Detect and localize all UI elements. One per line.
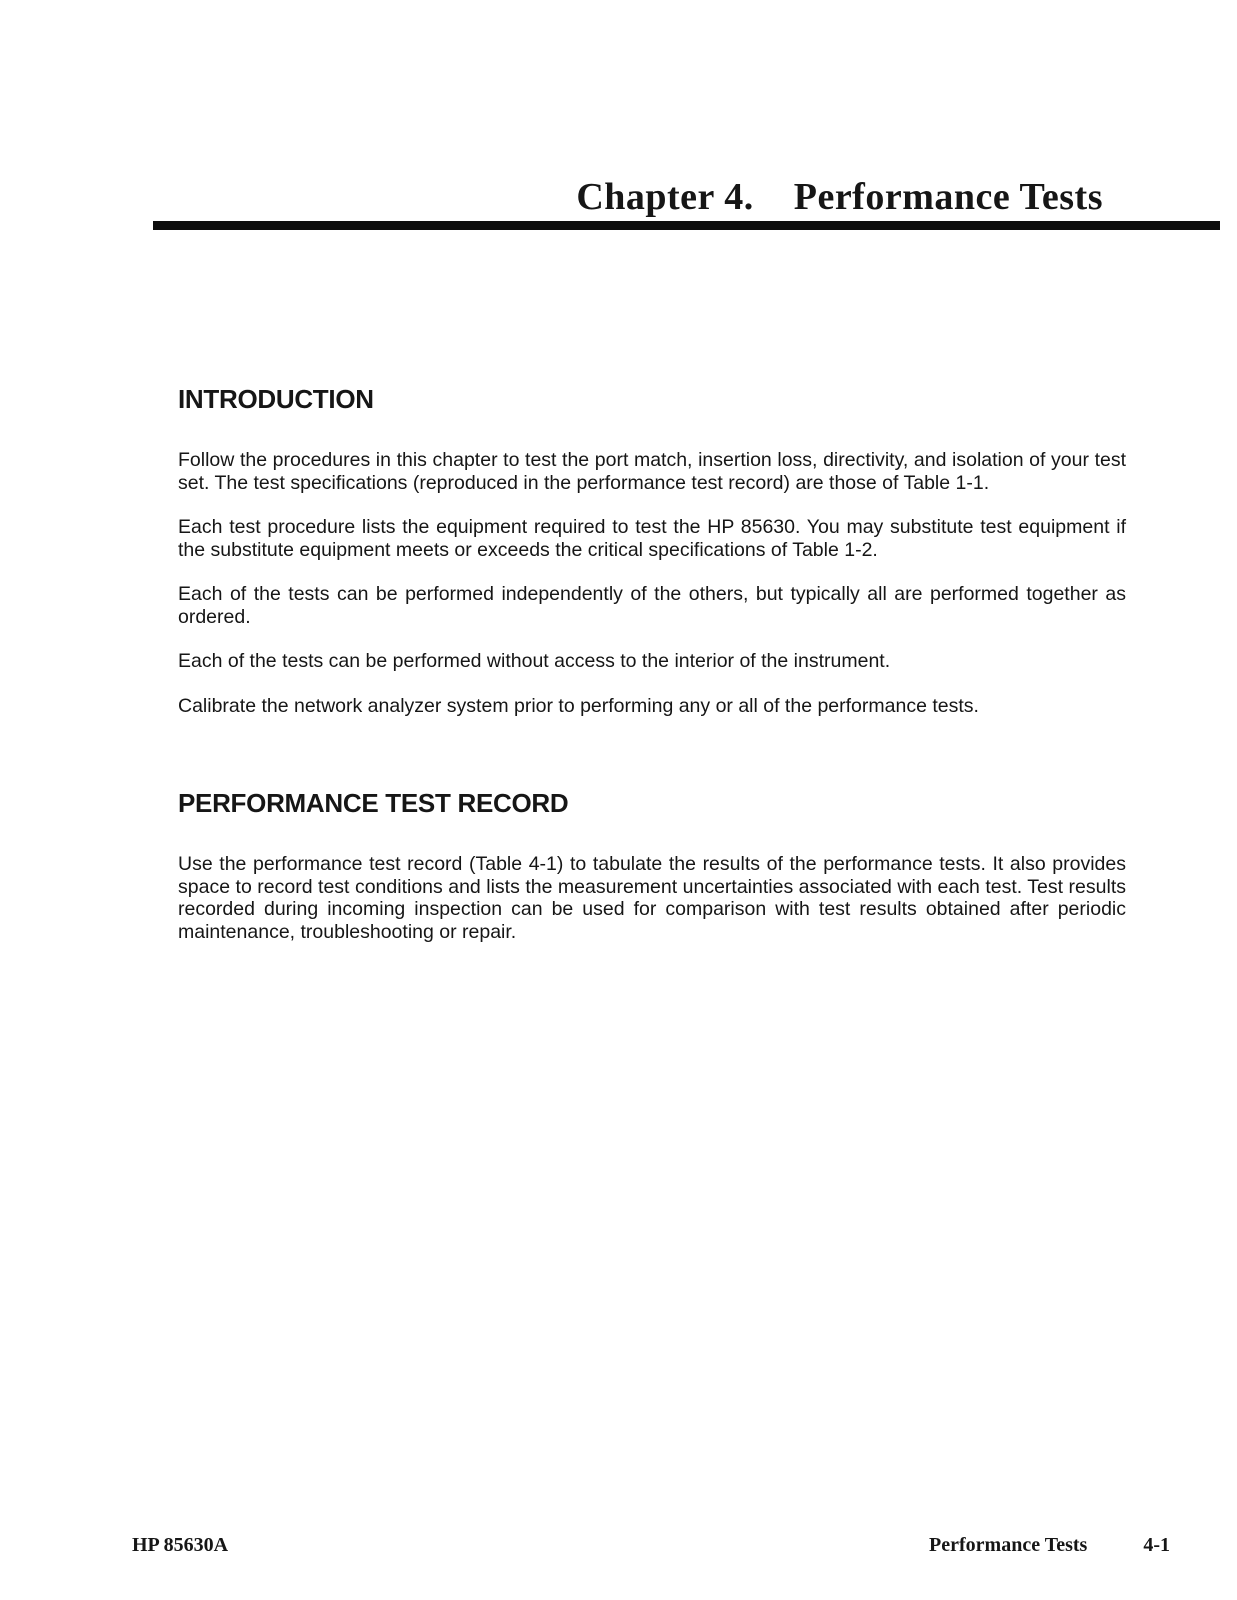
paragraph: Each test procedure lists the equipment required to test the HP 85630. You may substitute test equipment if the substitute equipment meets or exceeds the critical specifications of Table 1-2. bbox=[178, 516, 1126, 561]
header-rule-divider bbox=[153, 221, 1220, 230]
chapter-title: Performance Tests bbox=[793, 176, 1103, 218]
page-content bbox=[178, 385, 1126, 943]
footer-page-number: 4-1 bbox=[1143, 1534, 1170, 1556]
paragraph: Use the performance test record (Table 4-1) to tabulate the results of the performance tests. It also provides space to record test conditions and lists the measurement uncertainties associated with each test. Test results recorded during incoming inspection can be used for comparison with test results obtained after periodic maintenance, troubleshooting or repair. bbox=[178, 853, 1126, 943]
footer-section-label: Performance Tests bbox=[929, 1534, 1088, 1556]
paragraph: Calibrate the network analyzer system prior to performing any or all of the performance tests. bbox=[178, 694, 979, 717]
footer-model-number: HP 85630A bbox=[132, 1534, 229, 1556]
paragraph: Each of the tests can be performed without access to the interior of the instrument. bbox=[178, 650, 891, 672]
section-heading-performance-test-record: PERFORMANCE TEST RECORD bbox=[178, 788, 569, 818]
footer-right-group bbox=[929, 1533, 1170, 1557]
paragraph: Follow the procedures in this chapter to test the port match, insertion loss, directivity, and isolation of your test set. The test specifications (reproduced in the performance test record) are those of Table 1-1. bbox=[178, 449, 1126, 494]
section-heading-introduction: INTRODUCTION bbox=[178, 384, 374, 414]
chapter-heading bbox=[576, 176, 1103, 218]
chapter-number: Chapter 4. bbox=[576, 176, 754, 218]
paragraph: Each of the tests can be performed independently of the others, but typically all are performed together as ordered. bbox=[178, 583, 1126, 628]
